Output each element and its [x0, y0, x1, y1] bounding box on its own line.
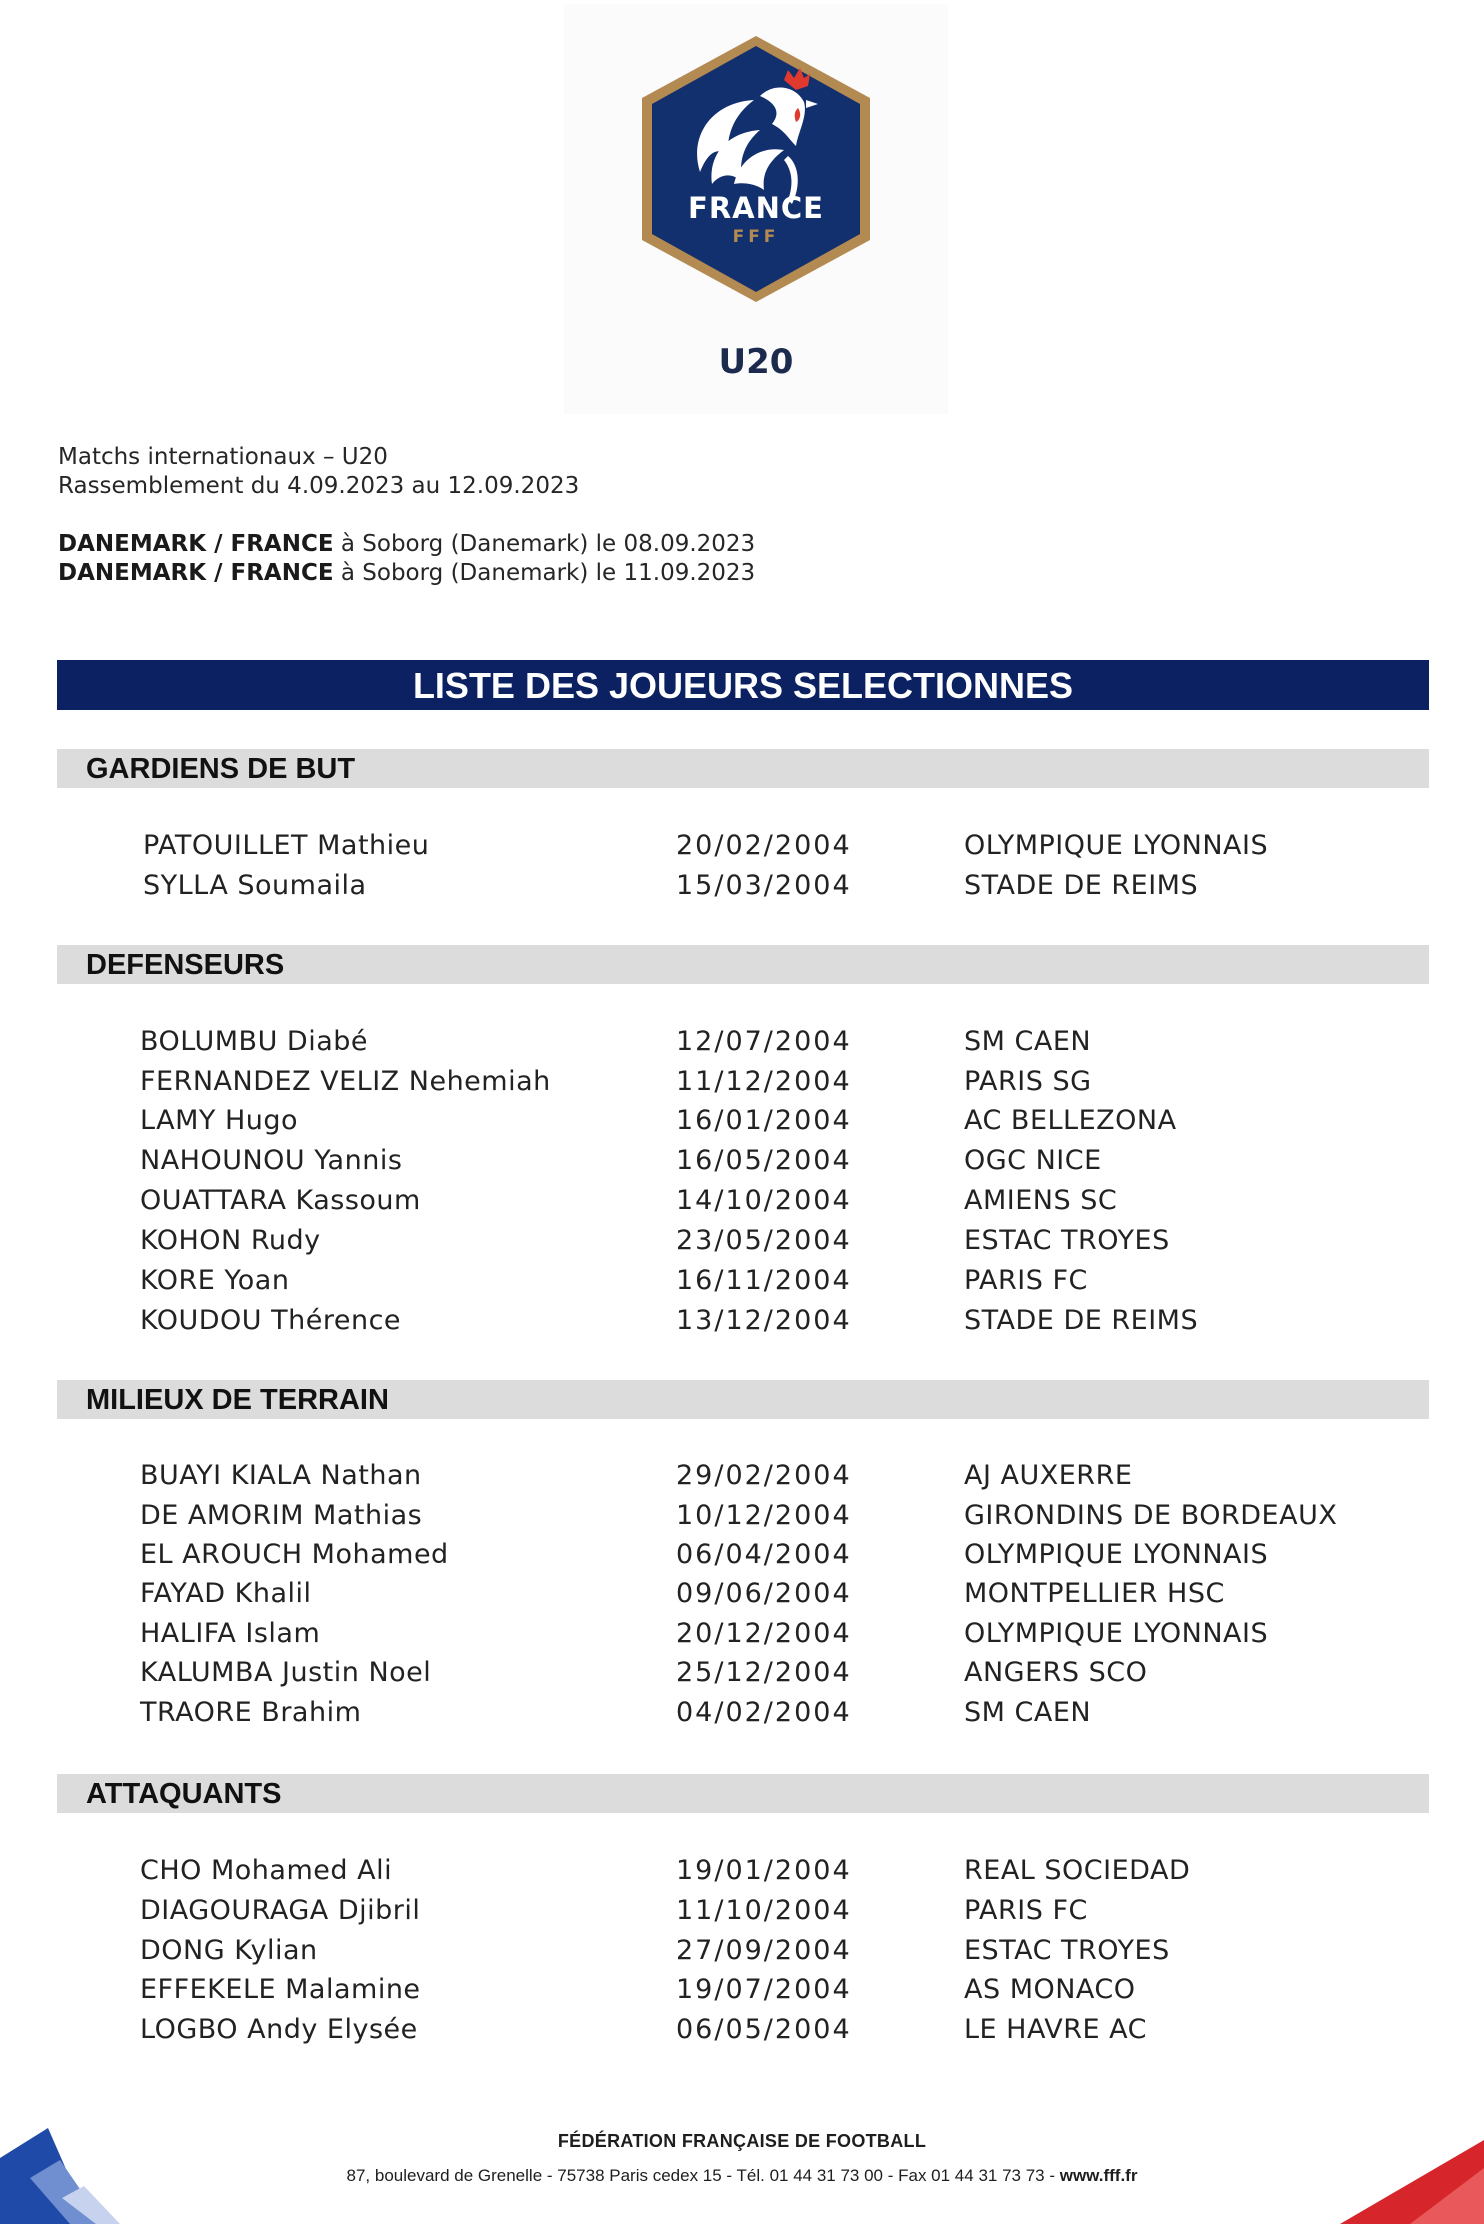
- footer-address: [0, 2166, 1484, 2186]
- section-header-midfielders: [57, 1380, 1429, 1419]
- player-birthdate: 16/05/2004: [676, 1145, 852, 1176]
- player-name: CHO Mohamed Ali: [140, 1855, 393, 1886]
- player-row: [0, 1181, 1484, 1221]
- player-row: [0, 1456, 1484, 1496]
- player-club: LE HAVRE AC: [964, 2014, 1147, 2045]
- match-details: à Soborg (Danemark) le 11.09.2023: [333, 560, 756, 586]
- player-row: [0, 1022, 1484, 1062]
- crest-monogram: FFF: [732, 227, 780, 247]
- player-club: OLYMPIQUE LYONNAIS: [964, 830, 1269, 861]
- player-row: [0, 1931, 1484, 1971]
- player-birthdate: 12/07/2004: [676, 1026, 852, 1057]
- event-title: Matchs internationaux – U20: [58, 444, 388, 470]
- player-club: OLYMPIQUE LYONNAIS: [964, 1618, 1269, 1649]
- section-label: MILIEUX DE TERRAIN: [86, 1384, 389, 1416]
- player-birthdate: 29/02/2004: [676, 1460, 852, 1491]
- player-birthdate: 06/05/2004: [676, 2014, 852, 2045]
- section-header-goalkeepers: [57, 749, 1429, 788]
- fff-crest-logo: [638, 34, 874, 304]
- player-birthdate: 25/12/2004: [676, 1657, 852, 1688]
- player-birthdate: 19/01/2004: [676, 1855, 852, 1886]
- player-row: [0, 1141, 1484, 1181]
- player-name: KORE Yoan: [140, 1265, 290, 1296]
- player-name: DONG Kylian: [140, 1935, 318, 1966]
- player-club: MONTPELLIER HSC: [964, 1578, 1225, 1609]
- match-line-2: [58, 558, 755, 588]
- player-club: STADE DE REIMS: [964, 870, 1199, 901]
- player-row: [0, 1614, 1484, 1654]
- player-club: AMIENS SC: [964, 1185, 1118, 1216]
- player-name: NAHOUNOU Yannis: [140, 1145, 403, 1176]
- player-club: AC BELLEZONA: [964, 1105, 1177, 1136]
- logo-block: [564, 4, 948, 414]
- player-birthdate: 14/10/2004: [676, 1185, 852, 1216]
- player-club: GIRONDINS DE BORDEAUX: [964, 1500, 1338, 1531]
- player-row: [0, 1301, 1484, 1341]
- section-label: DEFENSEURS: [86, 949, 285, 981]
- player-row: [0, 1851, 1484, 1891]
- player-name: FERNANDEZ VELIZ Nehemiah: [140, 1066, 551, 1097]
- player-birthdate: 04/02/2004: [676, 1697, 852, 1728]
- player-club: OLYMPIQUE LYONNAIS: [964, 1539, 1269, 1570]
- player-club: AJ AUXERRE: [964, 1460, 1133, 1491]
- player-name: OUATTARA Kassoum: [140, 1185, 421, 1216]
- player-name: SYLLA Soumaila: [143, 870, 367, 901]
- player-birthdate: 27/09/2004: [676, 1935, 852, 1966]
- player-name: KOHON Rudy: [140, 1225, 321, 1256]
- player-name: HALIFA Islam: [140, 1618, 321, 1649]
- player-row: [0, 2010, 1484, 2050]
- player-club: PARIS SG: [964, 1066, 1092, 1097]
- player-name: EFFEKELE Malamine: [140, 1974, 421, 2005]
- player-row: [0, 1891, 1484, 1931]
- player-birthdate: 06/04/2004: [676, 1539, 852, 1570]
- player-birthdate: 20/02/2004: [676, 830, 852, 861]
- section-header-defenders: [57, 945, 1429, 984]
- player-row: [0, 1261, 1484, 1301]
- player-name: LAMY Hugo: [140, 1105, 299, 1136]
- player-club: SM CAEN: [964, 1697, 1092, 1728]
- player-club: SM CAEN: [964, 1026, 1092, 1057]
- player-name: DIAGOURAGA Djibril: [140, 1895, 421, 1926]
- player-club: REAL SOCIEDAD: [964, 1855, 1191, 1886]
- player-row: [0, 826, 1484, 866]
- player-club: ANGERS SCO: [964, 1657, 1148, 1688]
- player-name: FAYAD Khalil: [140, 1578, 312, 1609]
- player-name: BOLUMBU Diabé: [140, 1026, 369, 1057]
- player-row: [0, 1062, 1484, 1102]
- player-row: [0, 866, 1484, 906]
- player-row: [0, 1653, 1484, 1693]
- match-teams: DANEMARK / FRANCE: [58, 560, 334, 586]
- section-header-forwards: [57, 1774, 1429, 1813]
- player-name: TRAORE Brahim: [140, 1697, 362, 1728]
- match-details: à Soborg (Danemark) le 08.09.2023: [333, 531, 756, 557]
- player-birthdate: 16/11/2004: [676, 1265, 852, 1296]
- footer-website-link[interactable]: www.fff.fr: [1059, 2166, 1138, 2185]
- player-row: [0, 1496, 1484, 1536]
- player-name: KALUMBA Justin Noel: [140, 1657, 432, 1688]
- player-birthdate: 13/12/2004: [676, 1305, 852, 1336]
- match-teams: DANEMARK / FRANCE: [58, 531, 334, 557]
- player-birthdate: 15/03/2004: [676, 870, 852, 901]
- player-club: ESTAC TROYES: [964, 1225, 1170, 1256]
- player-birthdate: 11/10/2004: [676, 1895, 852, 1926]
- player-row: [0, 1574, 1484, 1614]
- player-club: ESTAC TROYES: [964, 1935, 1170, 1966]
- section-label: GARDIENS DE BUT: [86, 753, 356, 785]
- footer-address-text: 87, boulevard de Grenelle - 75738 Paris cedex 15 - Tél. 01 44 31 73 00 - Fax 01 44 31 73 73 -: [346, 2166, 1060, 2185]
- player-row: [0, 1101, 1484, 1141]
- match-line-1: [58, 529, 755, 559]
- player-birthdate: 19/07/2004: [676, 1974, 852, 2005]
- player-birthdate: 11/12/2004: [676, 1066, 852, 1097]
- player-name: DE AMORIM Mathias: [140, 1500, 423, 1531]
- player-birthdate: 09/06/2004: [676, 1578, 852, 1609]
- player-name: EL AROUCH Mohamed: [140, 1539, 449, 1570]
- player-birthdate: 10/12/2004: [676, 1500, 852, 1531]
- player-club: PARIS FC: [964, 1265, 1088, 1296]
- team-label: U20: [718, 342, 794, 382]
- player-row: [0, 1535, 1484, 1575]
- player-club: PARIS FC: [964, 1895, 1088, 1926]
- footer-organization: FÉDÉRATION FRANÇAISE DE FOOTBALL: [557, 2131, 927, 2151]
- page-title: LISTE DES JOUEURS SELECTIONNES: [57, 660, 1429, 710]
- player-row: [0, 1221, 1484, 1261]
- player-club: OGC NICE: [964, 1145, 1102, 1176]
- player-birthdate: 20/12/2004: [676, 1618, 852, 1649]
- player-name: BUAYI KIALA Nathan: [140, 1460, 422, 1491]
- player-club: AS MONACO: [964, 1974, 1136, 2005]
- player-row: [0, 1970, 1484, 2010]
- player-row: [0, 1693, 1484, 1733]
- player-name: LOGBO Andy Elysée: [140, 2014, 418, 2045]
- player-name: PATOUILLET Mathieu: [143, 830, 430, 861]
- gathering-dates: Rassemblement du 4.09.2023 au 12.09.2023: [58, 473, 580, 499]
- player-birthdate: 23/05/2004: [676, 1225, 852, 1256]
- player-name: KOUDOU Thérence: [140, 1305, 402, 1336]
- crest-wordmark: FRANCE: [688, 191, 824, 225]
- player-club: STADE DE REIMS: [964, 1305, 1199, 1336]
- section-label: ATTAQUANTS: [86, 1778, 282, 1810]
- player-birthdate: 16/01/2004: [676, 1105, 852, 1136]
